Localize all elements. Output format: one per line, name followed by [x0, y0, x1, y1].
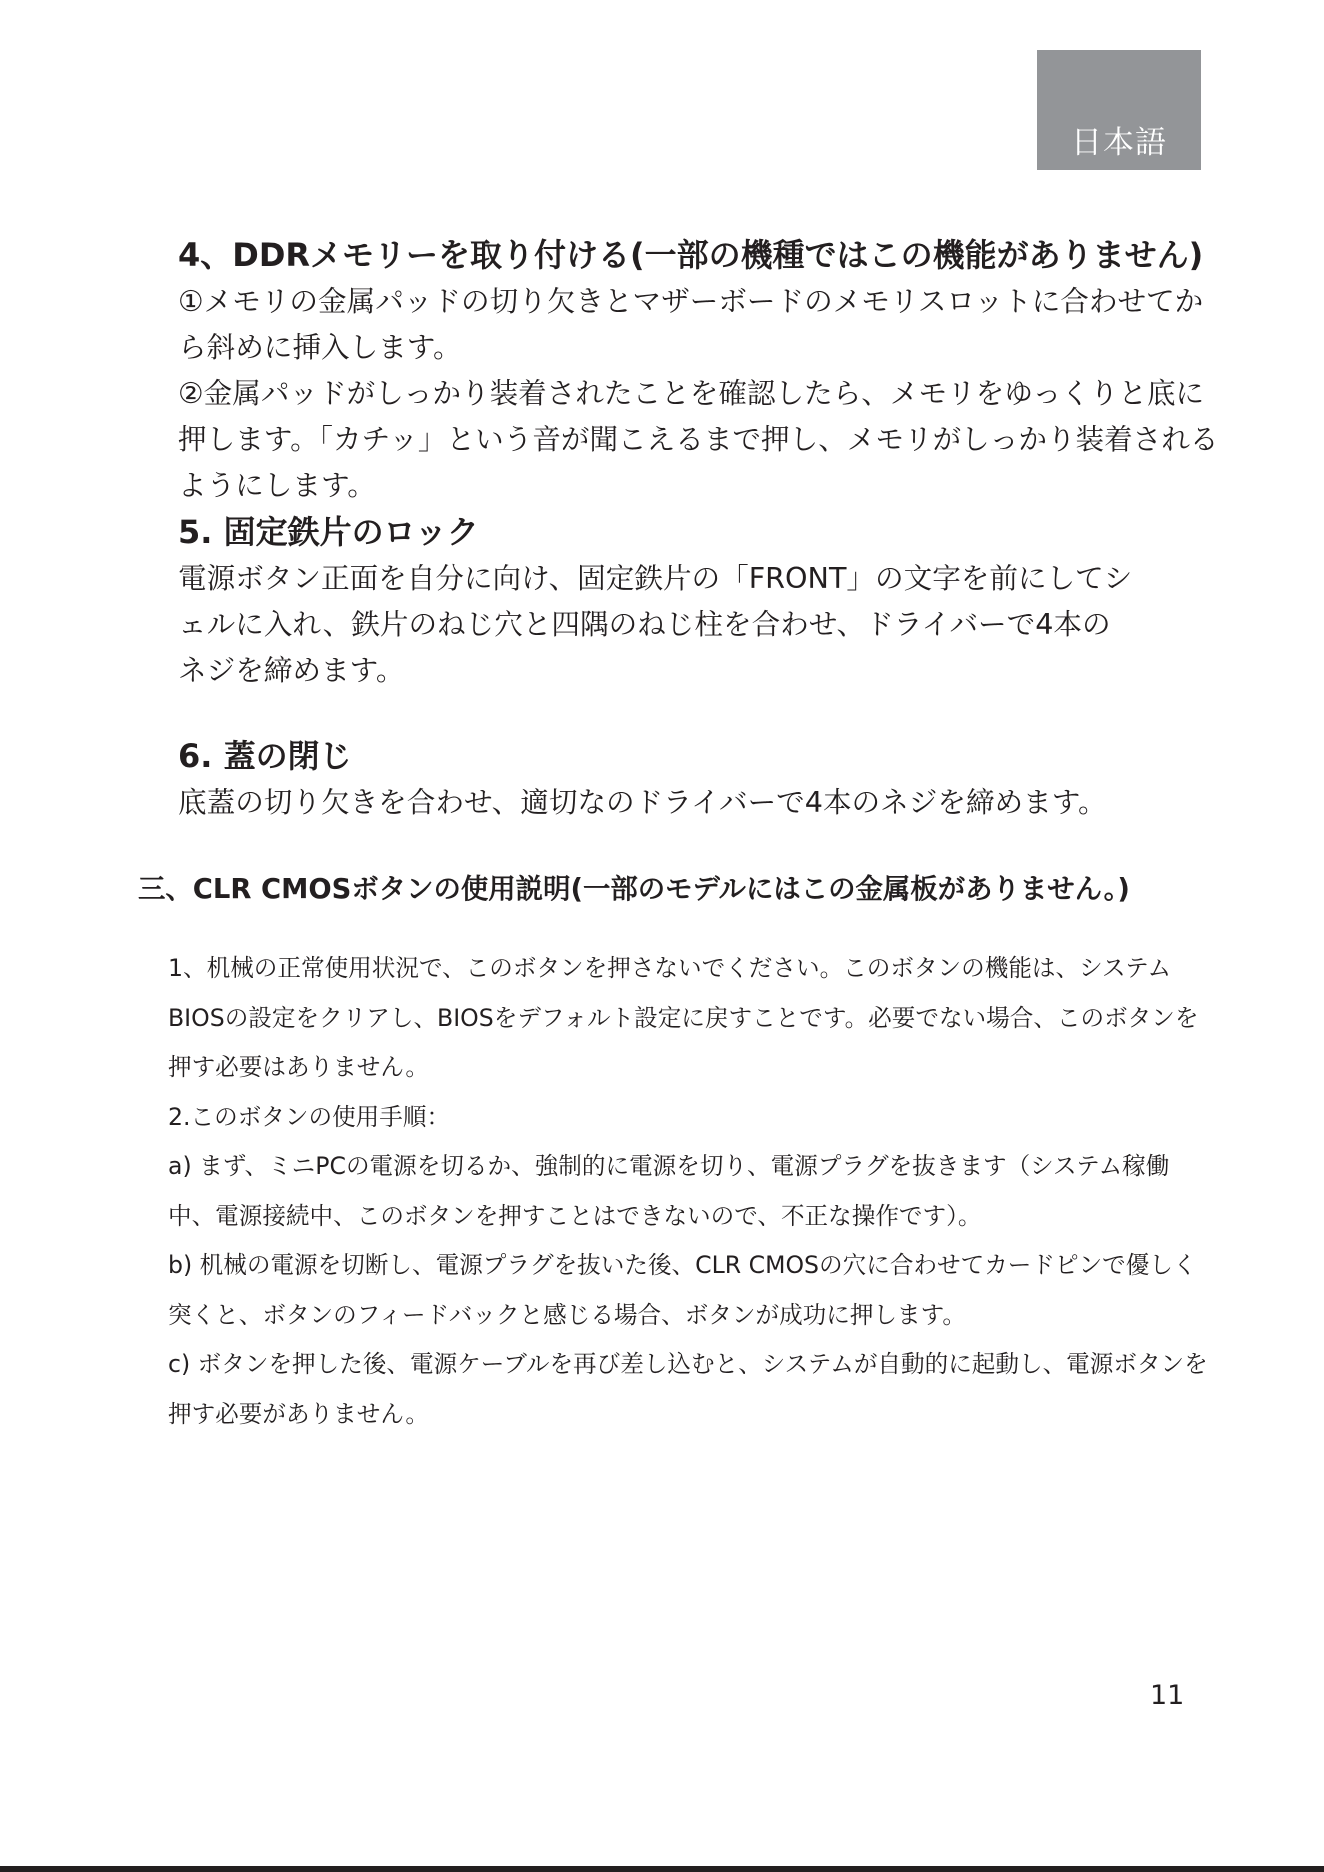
section-close-lid: [178, 733, 1228, 825]
section-paragraph: 電源ボタン正面を自分に向け、固定鉄片の「FRONT」の文字を前にしてシェルに入れ、鉄片のねじ穴と四隅のねじ柱を合わせ、ドライバーで4本のネジを締めます。: [178, 561, 1133, 687]
section-paragraph: ①メモリの金属パッドの切り欠きとマザーボードのメモリスロットに合わせてから斜めに挿入します。: [178, 284, 1204, 364]
instruction-item: 2.このボタンの使用手順：: [168, 1102, 451, 1131]
section-ddr-memory: [178, 232, 1228, 508]
instruction-item: 1、机械の正常使用状況で、このボタンを押さないでください。このボタンの機能は、システムBIOSの設定をクリアし、BIOSをデフォルト設定に戻すことです。必要でない場合、このボタンを押す必要はありません。: [168, 954, 1199, 1081]
section-lock-plate: [178, 509, 1138, 693]
section-heading: 5. 固定鉄片のロック: [178, 513, 479, 551]
bottom-rule: [0, 1866, 1324, 1872]
language-tab: [1037, 50, 1201, 170]
instruction-item: c) ボタンを押した後、電源ケーブルを再び差し込むと、システムが自動的に起動し、電源ボタンを押す必要がありません。: [168, 1350, 1208, 1428]
section-heading: 6. 蓋の閉じ: [178, 737, 352, 775]
instruction-item: a) まず、ミニPCの電源を切るか、強制的に電源を切り、電源プラグを抜きます（システム稼働中、電源接続中、このボタンを押すことはできないので、不正な操作です）。: [168, 1152, 1170, 1230]
clr-cmos-heading: 三、CLR CMOSボタンの使用説明(一部のモデルにはこの金属板がありません。): [138, 874, 1130, 905]
section-paragraph: 底蓋の切り欠きを合わせ、適切なのドライバーで4本のネジを締めます。: [178, 785, 1107, 819]
section-paragraph: ②金属パッドがしっかり装着されたことを確認したら、メモリをゆっくりと底に押します。「カチッ」という音が聞こえるまで押し、メモリがしっかり装着されるようにします。: [178, 376, 1219, 502]
instruction-item: b) 机械の電源を切断し、電源プラグを抜いた後、CLR CMOSの穴に合わせてカードピンで優しく突くと、ボタンのフィードバックと感じる場合、ボタンが成功に押します。: [168, 1251, 1197, 1329]
section-heading: 4、DDRメモリーを取り付ける(一部の機種ではこの機能がありません): [178, 236, 1204, 274]
clr-cmos-instructions: [168, 944, 1208, 1439]
page-number: 11: [1150, 1680, 1185, 1711]
language-tab-label: 日本語: [1071, 125, 1167, 161]
